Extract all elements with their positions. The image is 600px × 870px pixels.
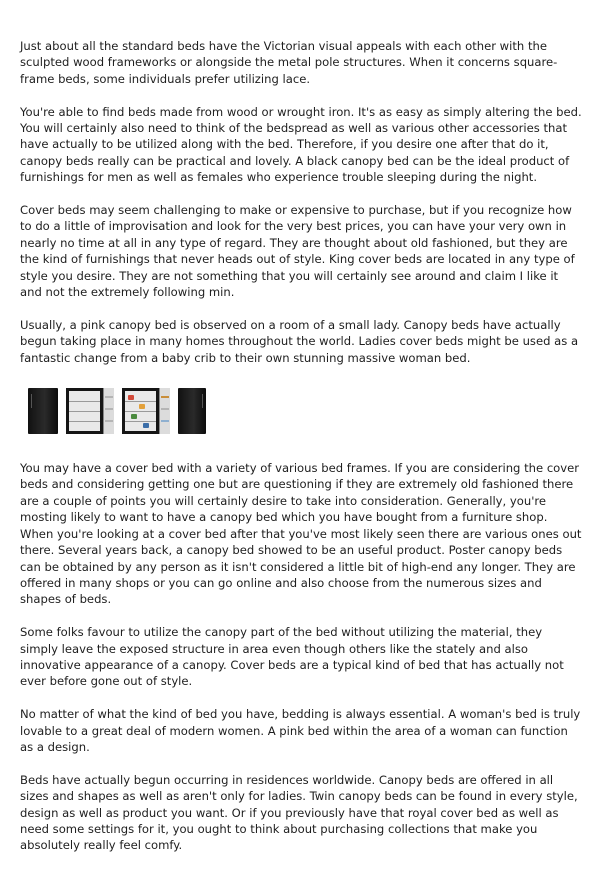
- paragraph: No matter of what the kind of bed you have, bedding is always essential. A woman's bed is truly lovable to a great deal of modern women. A pink bed within the area of a woman can function as a design.: [20, 707, 581, 754]
- paragraph: Some folks favour to utilize the canopy part of the bed without utilizing the material, they simply leave the exposed structure in area even though others like the stately and also innovative appearance of a canopy. Cover beds are a typical kind of bed that has actually not ever before gone out of style.: [20, 625, 564, 689]
- article-body: [20, 38, 582, 870]
- fridge-closed-angle-icon: [178, 388, 206, 434]
- paragraph: You're able to find beds made from wood or wrought iron. It's as easy as simply altering the bed. You will certainly also need to think of the bedspread as well as various other accessories that have actually to be utilized along with the bed. Therefore, if you desire one after that do it, canopy beds really can be practical and lovely. A black canopy bed can be the ideal product of furnishings for men as well as females who experience trouble sleeping during the night.: [20, 104, 582, 185]
- paragraph: Usually, a pink canopy bed is observed on a room of a small lady. Canopy beds have actually begun taking place in many homes throughout the world. Ladies cover beds might be used as a fantastic change from a baby crib to their own stunning massive woman bed.: [20, 317, 579, 365]
- fridge-open-empty-icon: [66, 388, 114, 434]
- product-image-strip: [28, 382, 582, 434]
- paragraph: Beds have actually begun occurring in residences worldwide. Canopy beds are offered in all sizes and shapes as well as aren't only for ladies. Twin canopy beds can be found in every style, design as well as product you want. Or if you previously have that royal cover bed as well as need some settings for it, you ought to think about purchasing collections that make you absolutely really feel comfy.: [20, 772, 578, 853]
- paragraph: Just about all the standard beds have the Victorian visual appeals with each other with the sculpted wood frameworks or alongside the metal pole structures. When it concerns square-frame beds, some individuals prefer utilizing lace.: [20, 39, 558, 86]
- fridge-closed-front-icon: [28, 388, 58, 434]
- paragraph: Cover beds may seem challenging to make or expensive to purchase, but if you recognize how to do a little of improvisation and look for the very best prices, you can have your very own in nearly no time at all in any type of regard. They are thought about old fashioned, but they are the kind of furnishings that never heads out of style. King cover beds are located in any type of style you desire. They are not something that you will certainly see around and claim I like it and not the extremely following min.: [20, 203, 575, 300]
- fridge-open-stocked-icon: [122, 388, 170, 434]
- paragraph: You may have a cover bed with a variety of various bed frames. If you are considering the cover beds and considering getting one but are questioning if they are extremely old fashioned there are a couple of points you will certainly desire to take into consideration. Generally, you're mosting likely to want to have a canopy bed which you have bought from a furniture shop. When you're looking at a cover bed after that you've most likely seen there are various ones out there. Several years back, a canopy bed showed to be an useful product. Poster canopy beds can be obtained by any person as it isn't considered a little bit of high-end any longer. They are offered in many shops or you can go online and also choose from the numerous sizes and shapes of beds.: [20, 461, 582, 607]
